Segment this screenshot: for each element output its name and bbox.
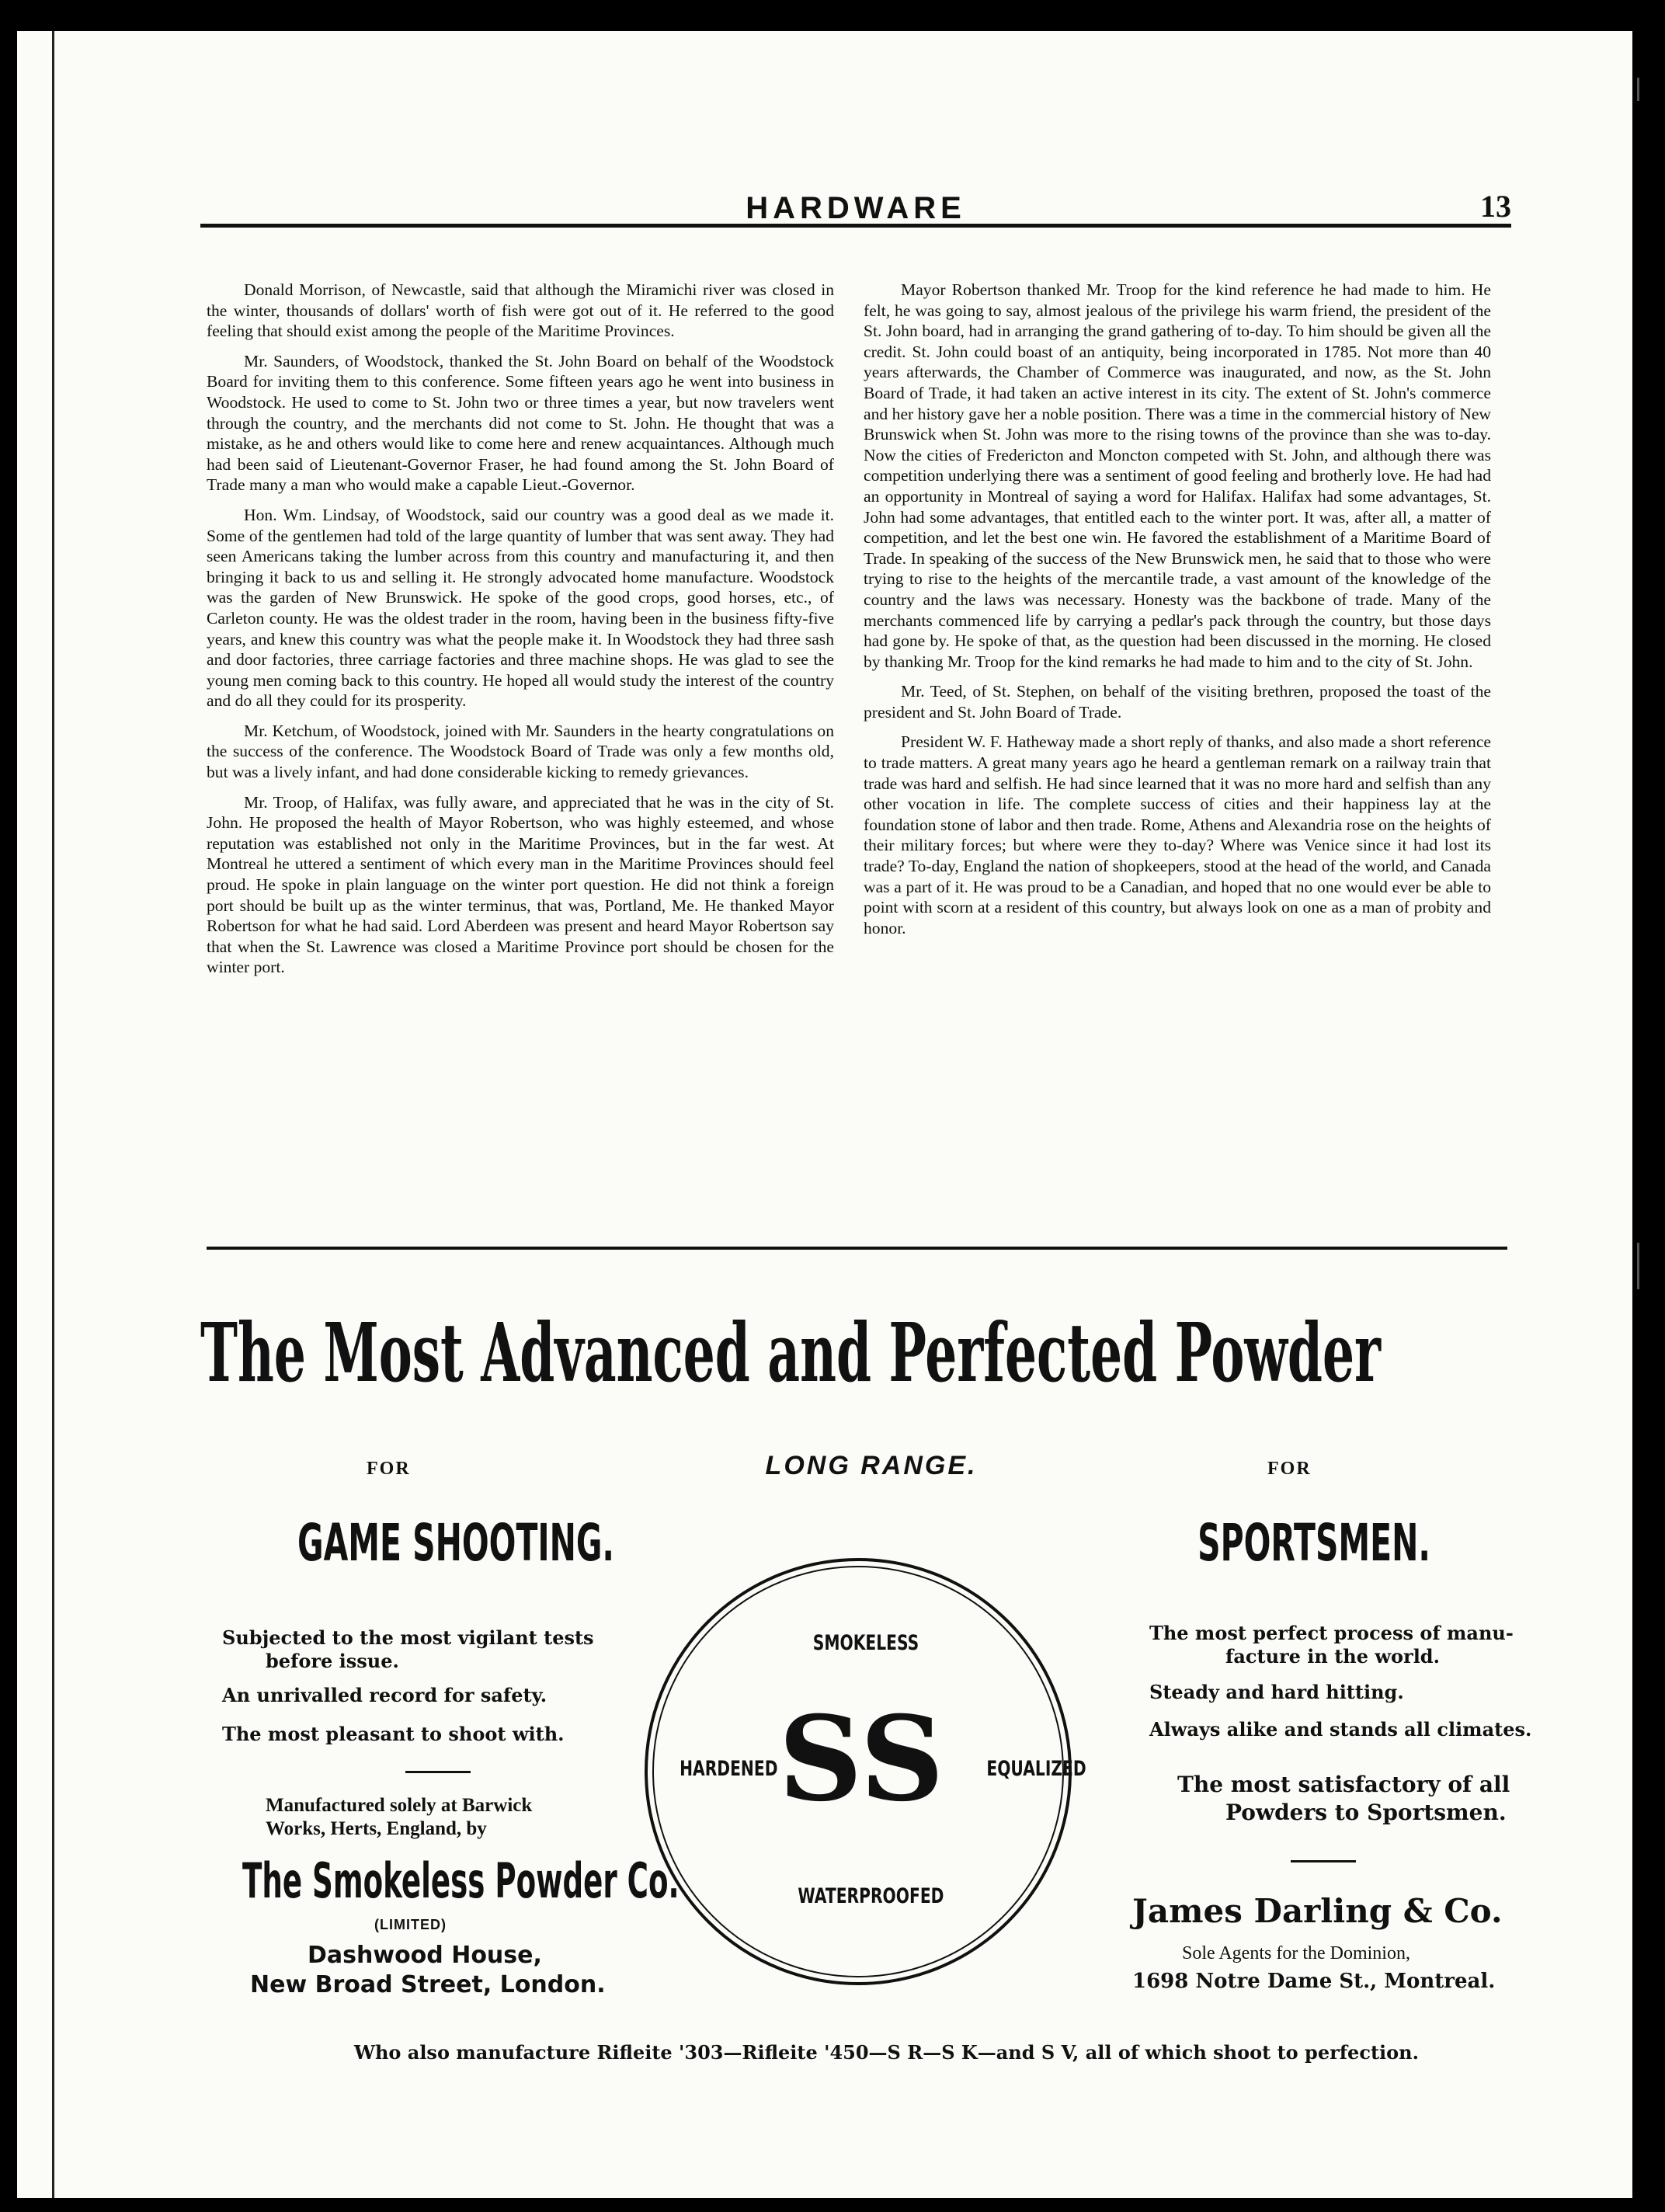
magazine-page	[17, 31, 1632, 2198]
ad-claim: before issue.	[266, 1650, 399, 1672]
article-column-right	[864, 280, 1491, 948]
paragraph: Mr. Teed, of St. Stephen, on behalf of the visiting brethren, proposed the toast of the president and St. John Board of Trade.	[864, 682, 1491, 722]
ad-for-right: FOR	[1267, 1459, 1312, 1479]
ad-claim: Always alike and stands all climates.	[1149, 1718, 1532, 1741]
ad-headline: The Most Advanced and Perfected Powder	[200, 1305, 1381, 1400]
advertisement-divider	[207, 1247, 1507, 1250]
ad-claim: facture in the world.	[1225, 1645, 1440, 1668]
page-edge-mark	[1637, 1243, 1639, 1289]
paragraph: Hon. Wm. Lindsay, of Woodstock, said our country was a good deal as we made it. Some of the gentlemen had told of the large quantity of lumber that was sent away. They had seen Americans taking the lumber across from this country and manufacturing it, and then bringing it back to us and selling it. He strongly advocated home manufacture. Woodstock was the garden of New Brunswick. He spoke of the good crops, good horses, etc., of Carleton county. He was the oldest trader in the room, having been in the business fifty-five years, and knew this country was what the people make it. In Woodstock they had three sash and door factories, three carriage factories and three machine shops. He was glad to see the young men coming back to this country. He hoped all would study the interest of the country and do all they could for its prosperity.	[207, 505, 834, 711]
ad-sportsmen: SPORTSMEN.	[1197, 1513, 1430, 1573]
ad-claim: Powders to Sportsmen.	[1225, 1800, 1507, 1825]
page-title: HARDWARE	[746, 191, 966, 225]
ad-claim: The most pleasant to shoot with.	[222, 1723, 565, 1745]
ad-game-shooting: GAME SHOOTING.	[297, 1513, 614, 1573]
ad-manufactured-note: Works, Herts, England, by	[266, 1818, 487, 1839]
ad-short-rule	[1291, 1860, 1356, 1862]
paragraph: President W. F. Hatheway made a short reply of thanks, and also made a short reference to trade matters. A great many years ago he heard a gentleman remark on a railway train that trade was hard and selfish. He had since learned that it was no more hard and selfish than any other vocation in life. The complete success of cities and their happiness lay at the foundation stone of labor and then trade. Rome, Athens and Alexandria rose on the heights of their military forces; but where were they to-day? Where was Venice since it had lost its trade? To-day, England the nation of shopkeepers, stood at the head of the world, and Canada was a part of it. He was proud to be a Canadian, and hoped that no one would ever be able to point with scorn at a resident of this country, but always look on one as a man of probity and honor.	[864, 732, 1491, 937]
ad-for-left: FOR	[367, 1459, 411, 1479]
paragraph: Mayor Robertson thanked Mr. Troop for the kind reference he had made to him. He felt, he was going to say, almost jealous of the privilege his warm friend, the president of the St. John board, had in arranging the grand gathering of to-day. To him should be given all the credit. St. John could boast of an antiquity, being incorporated in 1785. Not more than 40 years afterwards, the Chamber of Commerce was inaugurated, and now, as the St. John Board of Trade, it had taken an active interest in its city. The extent of St. John's commerce and her history gave her a noble position. There was a time in the commercial history of New Brunswick when St. John was more to the rising towns of the province than she was to-day. Now the cities of Fredericton and Moncton competed with St. John, and although there was competition underlying there was a sentiment of good feeling and brotherly love. He had had an opportunity in Montreal of saying a word for Halifax. Halifax had some advantages, St. John had some advantages, that entitled each to the winter port. It was, after all, a matter of competition, and let the best one win. He favored the establishment of a Maritime Board of Trade. In speaking of the success of the New Brunswick men, he said that to those who were trying to rise to the heights of the mercantile trade, a vast amount of the knowledge of the country and the laws was necessary. Honesty was the backbone of trade. Many of the merchants commenced life by carrying a pedlar's pack through the country, but those days had gone by. He spoke of that, as the question had been discussed in the morning. He closed by thanking Mr. Troop for the kind remarks he had made to him and to the city of St. John.	[864, 280, 1491, 671]
seal-text-bottom: WATERPROOFED	[798, 1884, 944, 1908]
ad-claim: The most satisfactory of all	[1177, 1772, 1510, 1797]
paragraph: Donald Morrison, of Newcastle, said that although the Miramichi river was closed in the winter, thousands of dollars' worth of fish were got out of it. He referred to the good feeling that should exist among the people of the Maritime Provinces.	[207, 280, 834, 341]
ad-limited: (LIMITED)	[374, 1917, 447, 1932]
ad-claim: Subjected to the most vigilant tests	[222, 1626, 594, 1649]
ad-short-rule	[405, 1771, 471, 1773]
ss-seal-emblem	[645, 1558, 1086, 1985]
seal-text-top: SMOKELESS	[812, 1631, 919, 1655]
page-edge-mark	[1637, 78, 1639, 101]
paragraph: Mr. Ketchum, of Woodstock, joined with Mr. Saunders in the hearty congratulations on the success of the conference. The Woodstock Board of Trade was only a few months old, but was a lively infant, and had done considerable kicking to remedy grievances.	[207, 721, 834, 782]
seal-text-right: EQUALIZED	[986, 1757, 1086, 1781]
page-header	[200, 160, 1511, 228]
seal-text-left: HARDENED	[680, 1757, 778, 1781]
ad-company-left: The Smokeless Powder Co.	[242, 1852, 680, 1909]
ad-address-right: 1698 Notre Dame St., Montreal.	[1132, 1970, 1496, 1993]
paragraph: Mr. Saunders, of Woodstock, thanked the St. John Board on behalf of the Woodstock Board for inviting them to this conference. Some fifteen years ago he went into business in Woodstock. He used to come to St. John two or three times a year, but now travelers went through the country, and the merchants did not come to St. John. He thought that was a mistake, as he and others would like to come here and renew acquaintances. Although much had been said of Lieutenant-Governor Fraser, he had found among the St. John Board of Trade many a man who would make a capable Lieut.-Governor.	[207, 351, 834, 495]
ad-address: New Broad Street, London.	[250, 1971, 606, 1998]
ad-sole-agents: Sole Agents for the Dominion,	[1182, 1943, 1410, 1963]
ad-footer-line: Who also manufacture Rifleite '303—Rifleite '450—S R—S K—and S V, all of which shoot to perfection.	[354, 2041, 1419, 2064]
ad-address: Dashwood House,	[308, 1942, 542, 1969]
page-number: 13	[1480, 189, 1511, 224]
seal-ss-mark: SS	[778, 1691, 944, 1828]
ad-manufactured-note: Manufactured solely at Barwick	[266, 1795, 533, 1816]
ad-claim: An unrivalled record for safety.	[222, 1684, 547, 1706]
paragraph: Mr. Troop, of Halifax, was fully aware, and appreciated that he was in the city of St. John. He proposed the health of Mayor Robertson, who was highly esteemed, and whose reputation was established not only in the Maritime Provinces, but in the far west. At Montreal he uttered a sentiment of which every man in the Maritime Provinces should feel proud. He spoke in plain language on the winter port question. He did not think a foreign port should be built up as the winter terminus, that was, Portland, Me. He thanked Mayor Robertson for what he had said. Lord Aberdeen was present and heard Mayor Robertson say that when the St. Lawrence was closed a Maritime Province port should be chosen for the winter port.	[207, 792, 834, 977]
ad-company-right: James Darling & Co.	[1132, 1892, 1503, 1930]
ad-claim: The most perfect process of manu-	[1149, 1622, 1514, 1644]
ad-claim: Steady and hard hitting.	[1149, 1681, 1404, 1703]
ad-long-range: LONG RANGE.	[765, 1451, 978, 1480]
article-column-left	[207, 280, 834, 987]
